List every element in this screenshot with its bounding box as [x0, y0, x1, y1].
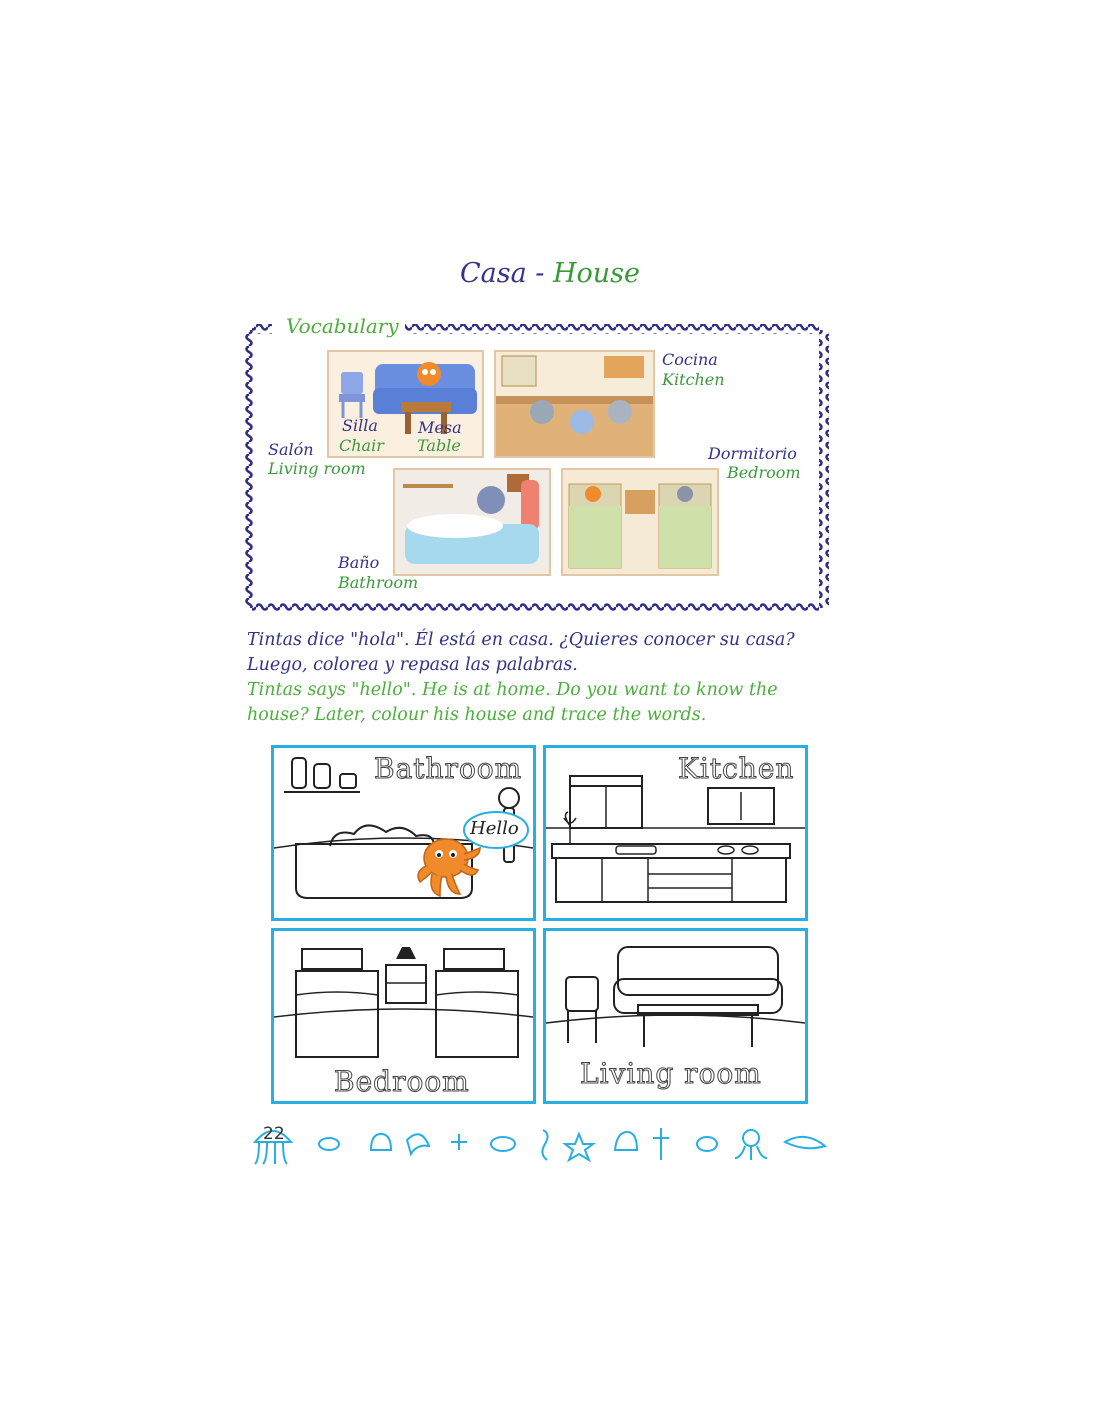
turtle-icon: [491, 1137, 515, 1151]
bathroom-trace-word: Bathroom: [374, 752, 523, 785]
label-salon: Salón: [268, 440, 314, 459]
starfish-icon: [565, 1134, 593, 1160]
label-table: Table: [417, 436, 461, 455]
living-room-card[interactable]: [543, 928, 808, 1104]
label-cocina: Cocina: [662, 350, 718, 369]
octopus-icon: [743, 1130, 759, 1146]
kitchen-card[interactable]: [543, 745, 808, 921]
bathroom-scene: [393, 468, 551, 576]
bedroom-card[interactable]: [271, 928, 536, 1104]
dolphin-icon: [785, 1137, 825, 1148]
instruction-en-line1: Tintas says "hello". He is at home. Do you want to know the: [247, 680, 778, 700]
instruction-es-line1: Tintas dice "hola". Él está en casa. ¿Quieres conocer su casa?: [247, 630, 795, 650]
footer-sea-creatures: [245, 1120, 830, 1168]
speech-bubble-text: Hello: [470, 818, 519, 839]
label-bedroom: Bedroom: [727, 463, 801, 482]
pufferfish-icon: [697, 1137, 717, 1151]
label-bathroom: Bathroom: [338, 573, 419, 592]
crab-icon: [451, 1134, 467, 1150]
shark-icon: [407, 1134, 429, 1154]
living-room-trace-word: Living room: [580, 1057, 762, 1090]
page-number: 22: [263, 1124, 285, 1144]
seahorse-icon: [542, 1130, 547, 1160]
fish-icon: [319, 1138, 339, 1150]
kitchen-scene: [494, 350, 655, 458]
bedroom-scene: [561, 468, 719, 576]
kitchen-trace-word: Kitchen: [678, 752, 795, 785]
scallop-icon: [615, 1132, 637, 1150]
title-spanish: Casa: [459, 258, 527, 289]
title-english: House: [552, 258, 641, 289]
label-mesa: Mesa: [418, 418, 462, 437]
instruction-en-line2: house? Later, colour his house and trace the words.: [247, 705, 707, 725]
bathroom-card[interactable]: [271, 745, 536, 921]
label-silla: Silla: [342, 416, 378, 435]
label-chair: Chair: [339, 436, 384, 455]
vocabulary-heading: Vocabulary: [280, 314, 405, 338]
label-kitchen: Kitchen: [662, 370, 725, 389]
instructions: [247, 628, 837, 728]
instruction-es-line2: Luego, colorea y repasa las palabras.: [247, 655, 578, 675]
shell-icon: [371, 1134, 391, 1150]
page-title: [0, 258, 1100, 289]
label-living-room: Living room: [268, 459, 366, 478]
diver-icon: [653, 1128, 669, 1160]
title-separator: -: [526, 258, 553, 289]
label-bano: Baño: [338, 553, 380, 572]
label-dormitorio: Dormitorio: [708, 444, 797, 463]
bedroom-trace-word: Bedroom: [334, 1065, 470, 1098]
